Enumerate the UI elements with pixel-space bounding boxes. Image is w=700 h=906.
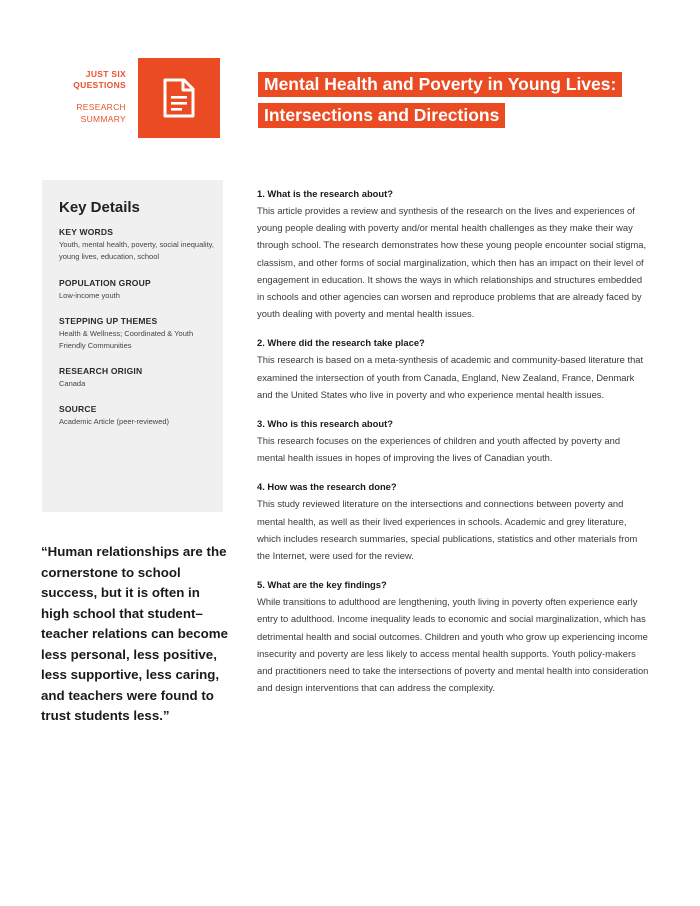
key-details-heading: Key Details	[59, 199, 140, 216]
series-label	[73, 69, 126, 91]
page-title-line2: Intersections and Directions	[258, 103, 505, 128]
question-block	[257, 336, 649, 403]
question-body: This article provides a review and synthesis of the research on the lives and experiences of young people dealing with poverty and/or mental health challenges as they make their way through school. The research demonstrates how these young people encounter social stigma, classism, and other forms of social marginalization, which then has an impact on their level of engagement in education. It shows the ways in which relationships and structures embedded in schools and other agencies can worsen and reproduce problems that are already faced by youth dealing with poverty and mental health issues.	[257, 205, 647, 320]
question-heading: 5. What are the key findings?	[257, 579, 387, 591]
question-heading: 1. What is the research about?	[257, 188, 393, 199]
key-words-label: KEY WORDS	[59, 227, 114, 237]
pull-quote: “Human relationships are the cornerstone to school success, but it is often in high school that student–teacher relations can become less personal, less positive, less supportive, less caring, and teachers were found to trust students less.”	[41, 544, 228, 723]
question-block	[257, 578, 649, 696]
population-group-value: Low-income youth	[59, 291, 120, 300]
research-origin-value: Canada	[59, 379, 86, 388]
summary-type-line1: RESEARCH	[76, 102, 126, 112]
stepping-up-themes-value: Health & Wellness; Coordinated & Youth Friendly Communities	[59, 329, 194, 350]
question-body: This study reviewed literature on the intersections and connections between poverty and mental health, as well as their lived experiences in schools. Academic and grey literature, which includes research summaries, special publications, statistics and other materials from the Internet, were used for the review.	[257, 498, 638, 562]
summary-type-line2: SUMMARY	[80, 114, 126, 124]
series-label-line1: JUST SIX	[85, 69, 126, 79]
logo-box	[138, 58, 220, 138]
question-block	[257, 417, 649, 466]
questions-column	[257, 187, 649, 710]
document-icon	[162, 77, 196, 119]
question-body: While transitions to adulthood are lengthening, youth living in poverty often experience early entry to adulthood. Income inequality leads to economic and social marginalization, which has detrimental health and social outcomes. Children and youth who grow up experiencing income insecurity and poverty are less likely to access mental health supports. Youth policy-makers and practitioners need to take the intersections of poverty and mental health into consideration and design interventions that can address the complexity.	[257, 596, 649, 694]
key-details-panel	[42, 180, 223, 512]
question-heading: 4. How was the research done?	[257, 481, 397, 493]
research-origin-label: RESEARCH ORIGIN	[59, 366, 143, 376]
source-value: Academic Article (peer-reviewed)	[59, 417, 170, 426]
page-title-line1: Mental Health and Poverty in Young Lives:	[258, 72, 622, 97]
question-heading: 3. Who is this research about?	[257, 418, 393, 430]
population-group-label: POPULATION GROUP	[59, 278, 151, 288]
stepping-up-themes-label: STEPPING UP THEMES	[59, 316, 158, 326]
question-block	[257, 480, 649, 564]
question-body: This research is based on a meta-synthesis of academic and community-based literature that examined the intersection of youth from Canada, England, New Zealand, France, Denmark and the United States who live in poverty and who experience mental health issues.	[257, 354, 644, 400]
question-block	[257, 187, 649, 322]
key-words-value: Youth, mental health, poverty, social inequality, young lives, education, school	[59, 240, 214, 261]
series-label-line2: QUESTIONS	[73, 80, 126, 90]
source-label: SOURCE	[59, 404, 97, 414]
question-heading: 2. Where did the research take place?	[257, 337, 425, 349]
summary-type-label	[76, 101, 126, 125]
question-body: This research focuses on the experiences of children and youth affected by poverty and mental health issues in hopes of improving the lives of Canadian youth.	[257, 435, 621, 464]
